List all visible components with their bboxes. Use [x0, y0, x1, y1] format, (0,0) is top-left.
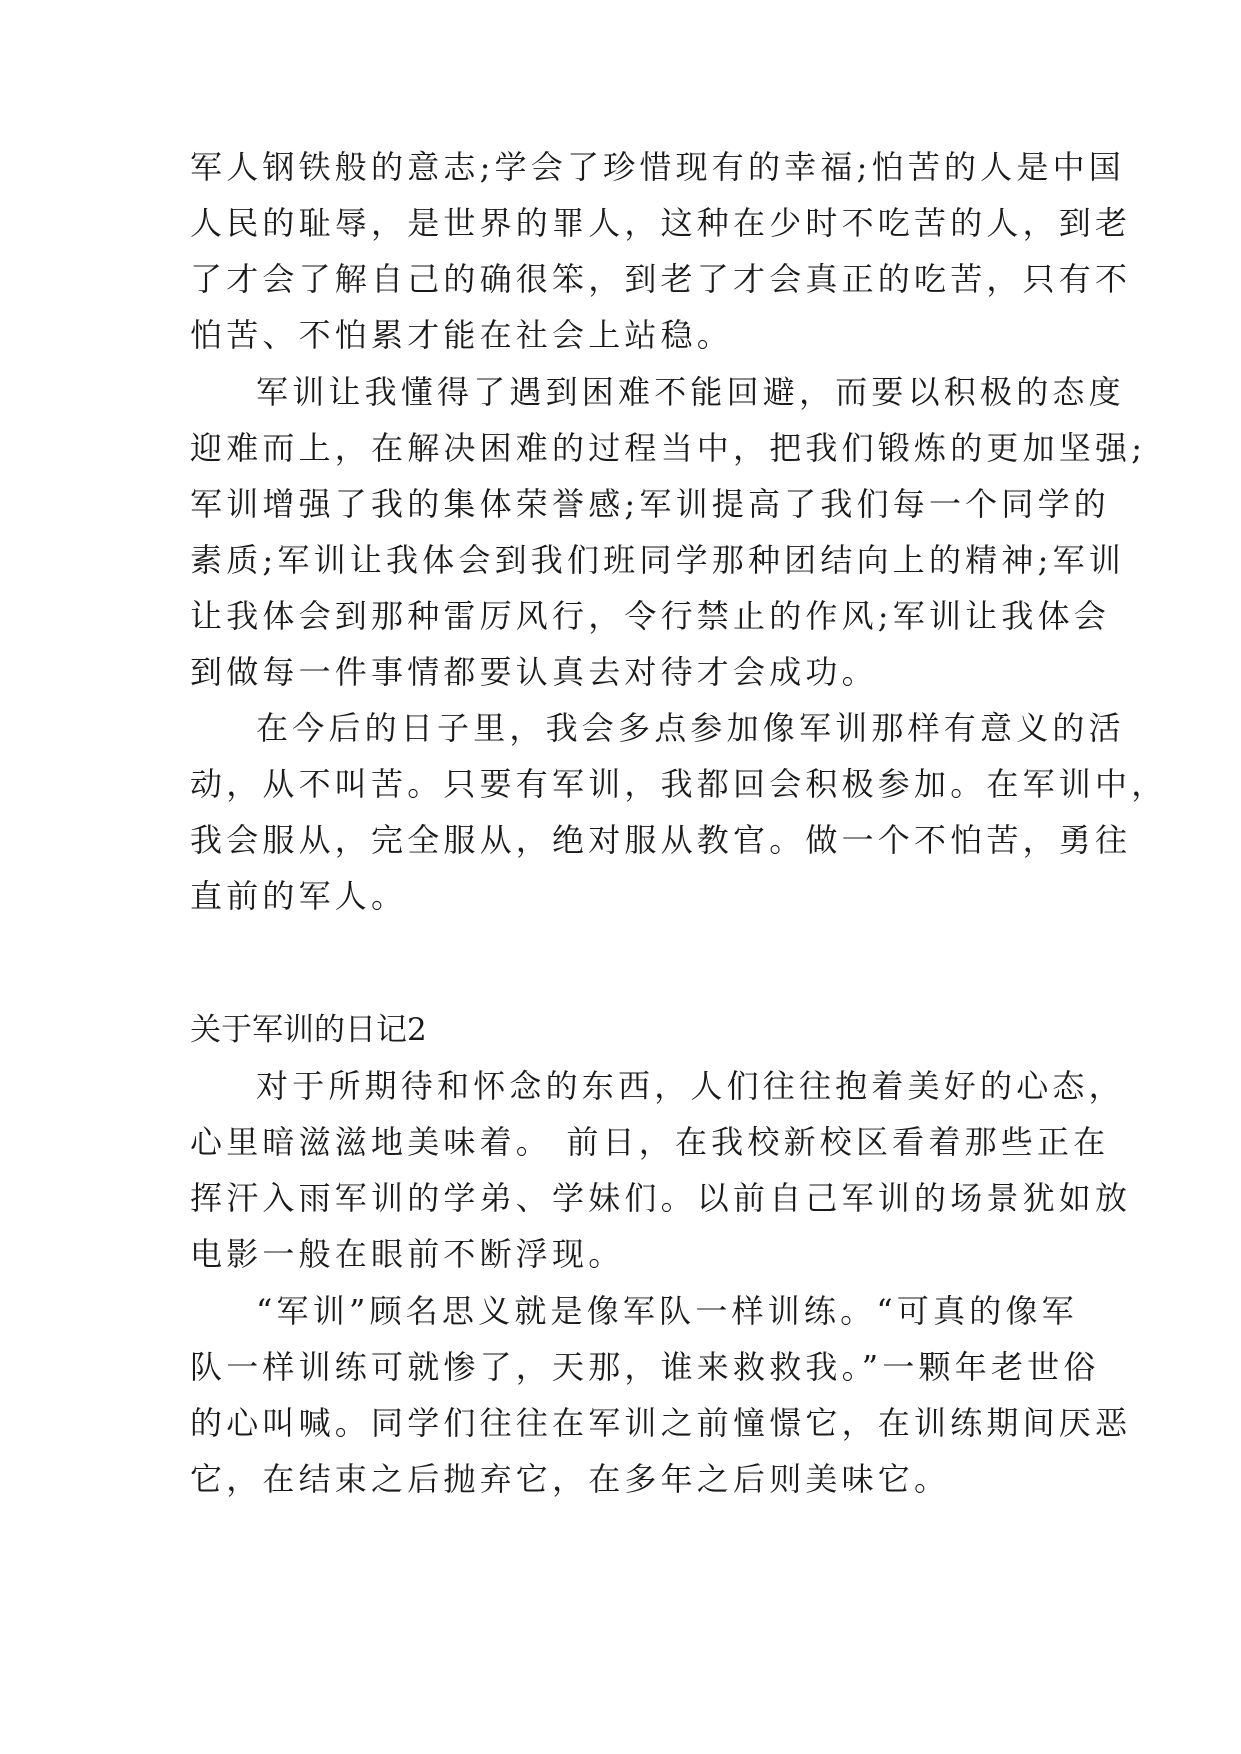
text-line: 动，从不叫苦。只要有军训，我都回会积极参加。在军训中， [190, 765, 1168, 803]
paragraph-first-line: 军训让我懂得了遇到困难不能回避，而要以积极的态度 [256, 373, 1125, 411]
text-line: 让我体会到那种雷厉风行，令行禁止的作风;军训让我体会 [190, 597, 1110, 635]
text-line: 的心叫喊。同学们往往在军训之前憧憬它，在训练期间厌恶 [190, 1404, 1132, 1442]
text-line: 它，在结束之后抛弃它，在多年之后则美味它。 [190, 1460, 951, 1498]
text-line: 挥汗入雨军训的学弟、学妹们。以前自己军训的场景犹如放 [190, 1179, 1132, 1217]
text-line: 心里暗滋滋地美味着。 前日，在我校新校区看着那些正在 [190, 1123, 1110, 1161]
paragraph-first-line: “军训”顾名思义就是像军队一样训练。“可真的像军 [256, 1292, 1078, 1330]
text-line: 电影一般在眼前不断浮现。 [190, 1235, 625, 1273]
paragraph-first-line: 在今后的日子里，我会多点参加像军训那样有意义的活 [256, 709, 1125, 747]
text-line: 军训增强了我的集体荣誉感;军训提高了我们每一个同学的 [190, 485, 1110, 523]
text-line: 到做每一件事情都要认真去对待才会成功。 [190, 653, 878, 691]
text-line: 素质;军训让我体会到我们班同学那种团结向上的精神;军训 [190, 541, 1125, 579]
text-line: 怕苦、不怕累才能在社会上站稳。 [190, 316, 734, 354]
text-line: 队一样训练可就惨了，天那，谁来救救我。”一颗年老世俗 [190, 1348, 1100, 1386]
section-heading: 关于军训的日记2 [190, 1012, 427, 1048]
paragraph-first-line: 对于所期待和怀念的东西，人们往往抱着美好的心态， [256, 1067, 1125, 1105]
text-line: 人民的耻辱，是世界的罪人，这种在少时不吃苦的人，到老 [190, 204, 1132, 242]
text-line: 迎难而上，在解决困难的过程当中，把我们锻炼的更加坚强; [190, 429, 1147, 467]
text-line: 我会服从，完全服从，绝对服从教官。做一个不怕苦，勇往 [190, 821, 1132, 859]
text-line: 军人钢铁般的意志;学会了珍惜现有的幸福;怕苦的人是中国 [190, 148, 1125, 186]
text-line: 直前的军人。 [190, 877, 408, 915]
text-line: 了才会了解自己的确很笨，到老了才会真正的吃苦，只有不 [190, 260, 1132, 298]
